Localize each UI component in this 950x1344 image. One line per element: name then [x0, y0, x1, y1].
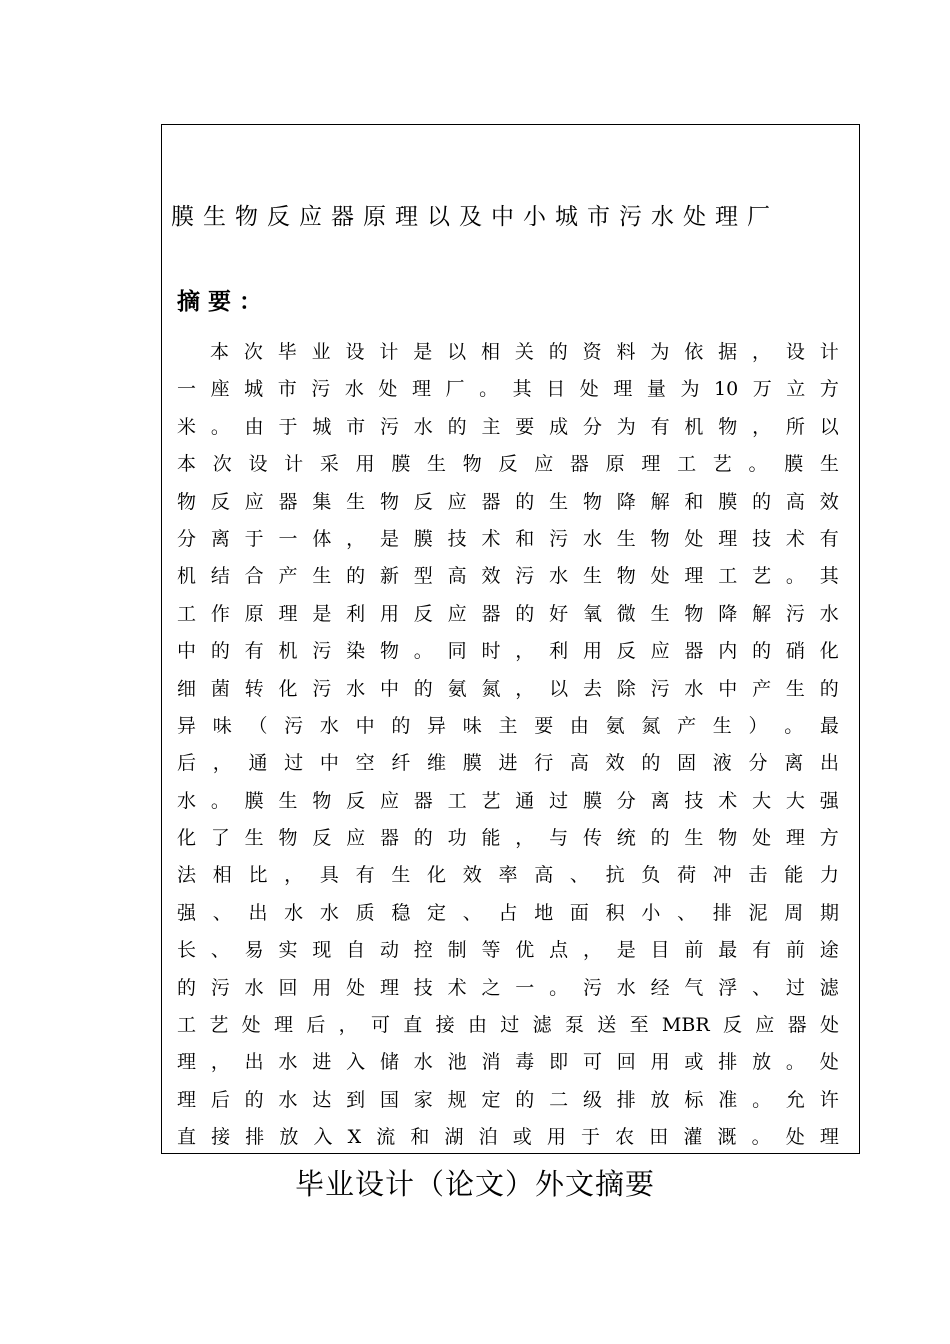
abstract-line: 本 次 设 计 采 用 膜 生 物 反 应 器 原 理 工 艺 。 膜 生: [177, 453, 839, 476]
abstract-line: 化 了 生 物 反 应 器 的 功 能 ， 与 传 统 的 生 物 处 理 方: [177, 827, 839, 850]
abstract-line: 机 结 合 产 生 的 新 型 高 效 污 水 生 物 处 理 工 艺 。 其: [177, 565, 839, 588]
abstract-line: 的 污 水 回 用 处 理 技 术 之 一 。 污 水 经 气 浮 、 过 滤: [177, 976, 839, 999]
abstract-line: 理 后 的 水 达 到 国 家 规 定 的 二 级 排 放 标 准 。 允 许: [177, 1088, 839, 1111]
abstract-line: 细 菌 转 化 污 水 中 的 氨 氮 ， 以 去 除 污 水 中 产 生 的: [177, 677, 839, 700]
abstract-line: 分 离 于 一 体 ， 是 膜 技 术 和 污 水 生 物 处 理 技 术 有: [177, 527, 839, 550]
abstract-line: 水 。 膜 生 物 反 应 器 工 艺 通 过 膜 分 离 技 术 大 大 强: [177, 789, 839, 812]
abstract-line: 工 艺 处 理 后 ， 可 直 接 由 过 滤 泵 送 至 MBR 反 应 器 处: [177, 1014, 839, 1037]
abstract-body: [177, 334, 839, 1157]
abstract-line: 强 、 出 水 水 质 稳 定 、 占 地 面 积 小 、 排 泥 周 期: [177, 901, 839, 924]
abstract-line: 后 ， 通 过 中 空 纤 维 膜 进 行 高 效 的 固 液 分 离 出: [177, 752, 839, 775]
abstract-line: 工 作 原 理 是 利 用 反 应 器 的 好 氧 微 生 物 降 解 污 水: [177, 602, 839, 625]
abstract-line: 物 反 应 器 集 生 物 反 应 器 的 生 物 降 解 和 膜 的 高 效: [177, 490, 839, 513]
abstract-line: 直 接 排 放 入 X 流 和 湖 泊 或 用 于 农 田 灌 溉 。 处 理: [177, 1126, 839, 1149]
abstract-line: 异 味 （ 污 水 中 的 异 味 主 要 由 氨 氮 产 生 ） 。 最: [177, 714, 839, 737]
abstract-heading: 摘要：: [177, 289, 270, 315]
abstract-line: 一 座 城 市 污 水 处 理 厂 。 其 日 处 理 量 为 10 万 立 方: [177, 378, 839, 401]
abstract-line: 法 相 比 ， 具 有 生 化 效 率 高 、 抗 负 荷 冲 击 能 力: [177, 864, 839, 887]
abstract-line: 理 ， 出 水 进 入 储 水 池 消 毒 即 可 回 用 或 排 放 。 处: [177, 1051, 839, 1074]
document-title: 膜生物反应器原理以及中小城市污水处理厂: [171, 204, 779, 230]
page-footer-caption: 毕业设计（论文）外文摘要: [294, 1167, 655, 1201]
abstract-line: 长 、 易 实 现 自 动 控 制 等 优 点 ， 是 目 前 最 有 前 途: [177, 939, 839, 962]
abstract-line: 米 。 由 于 城 市 污 水 的 主 要 成 分 为 有 机 物 ， 所 以: [177, 415, 839, 438]
abstract-line: 中 的 有 机 污 染 物 。 同 时 ， 利 用 反 应 器 内 的 硝 化: [177, 640, 839, 663]
abstract-line: 本 次 毕 业 设 计 是 以 相 关 的 资 料 为 依 据 ， 设 计: [210, 341, 839, 363]
